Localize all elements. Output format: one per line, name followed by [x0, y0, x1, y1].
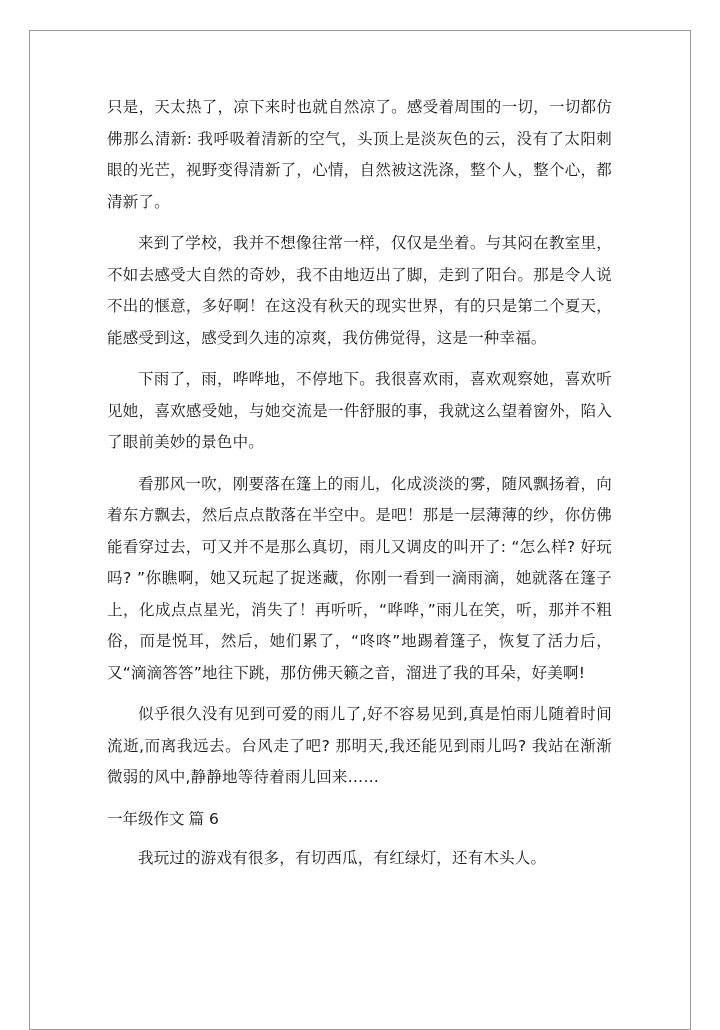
section-title: 一年级作文 [107, 809, 185, 828]
paragraph-1: 只是，天太热了，凉下来时也就自然凉了。感受着周围的一切，一切都仿佛那么清新: 我呼吸着清新的空气，头顶上是淡灰色的云，没有了太阳刺眼的光芒，视野变得清新了，心情，自然被这洗涤，整个人，整个心，都清新了。 [107, 98, 612, 211]
paragraph-5: 似乎很久没有见到可爱的雨儿了,好不容易见到,真是怕雨儿随着时间流逝,而离我远去。台风走了吧? 那明天,我还能见到雨儿吗? 我站在渐渐微弱的风中,静静地等待着雨儿回来…… [107, 705, 612, 786]
paragraph-6: 我玩过的游戏有很多，有切西瓜，有红绿灯，还有木头人。 [138, 849, 547, 867]
document-body [107, 92, 612, 885]
paragraph-4: 看那风一吹，刚要落在篷上的雨儿，化成淡淡的雾，随风飘扬着，向着东方飘去，然后点点散落在半空中。是吧！那是一层薄薄的纱，你仿佛能看穿过去，可又并不是那么真切，雨儿又调皮的叫开了: “怎么样? 好玩吗? ”你瞧啊，她又玩起了捉迷藏，你刚一看到一滴雨滴，她就落在篷子上，化成点点星光，消失了！再听听，“哗哗，”雨儿在笑，听，那并不粗俗，而是悦耳，然后，她们累了，“咚咚”地踢着篷子，恢复了活力后，又“滴滴答答”地往下跳，那仿佛天籁之音，溜进了我的耳朵，好美啊! [107, 474, 612, 682]
section-heading [107, 804, 612, 836]
paragraph-2: 来到了学校，我并不想像往常一样，仅仅是坐着。与其闷在教室里，不如去感受大自然的奇妙，我不由地迈出了脚，走到了阳台。那是令人说不出的惬意，多好啊！在这没有秋天的现实世界，有的只是第二个夏天，能感受到这，感受到久违的凉爽，我仿佛觉得，这是一种幸福。 [107, 234, 612, 347]
paragraph-3: 下雨了，雨，哗哗地，不停地下。我很喜欢雨，喜欢观察她，喜欢听见她，喜欢感受她，与她交流是一件舒服的事，我就这么望着窗外，陷入了眼前美妙的景色中。 [107, 370, 612, 451]
section-number: 篇 6 [188, 809, 219, 828]
